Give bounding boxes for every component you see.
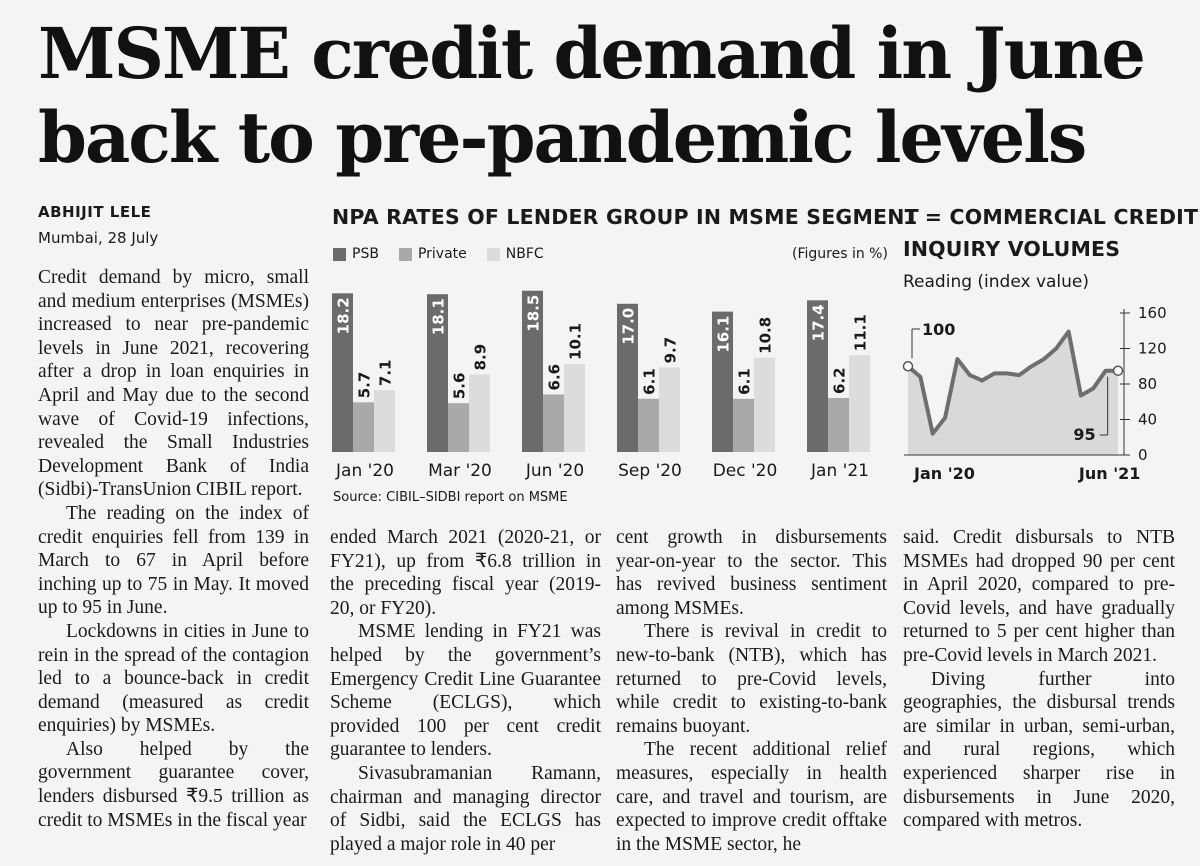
bar-value-label: 11.1 bbox=[851, 314, 870, 352]
paragraph: Sivasubramanian Ramann, chairman and managing director of Sidbi, said the ECLGS has played a major role in 40 per bbox=[330, 762, 601, 855]
x-tick-label: Jan '20 bbox=[336, 461, 394, 481]
bar-value-label: 18.5 bbox=[524, 294, 543, 332]
legend-label-private: Private bbox=[417, 246, 467, 262]
legend-swatch-psb bbox=[333, 248, 346, 261]
headline-line-2: back to pre-pandemic levels bbox=[38, 96, 1086, 179]
legend-label-nbfc: NBFC bbox=[505, 246, 544, 262]
npa-bar-chart bbox=[328, 272, 888, 502]
bar-private bbox=[353, 402, 374, 452]
headline-line-1: MSME credit demand in June bbox=[38, 12, 1144, 95]
bar-nbfc bbox=[849, 355, 870, 452]
x-tick-label: Jan '20 bbox=[914, 464, 975, 483]
x-tick-label: Sep '20 bbox=[618, 461, 682, 481]
inquiry-volume-chart bbox=[900, 295, 1175, 495]
article-column-4 bbox=[903, 526, 1175, 833]
y-tick-label: 80 bbox=[1138, 375, 1158, 393]
bar-value-label: 18.1 bbox=[429, 298, 448, 336]
paragraph: The recent additional relief measures, especially in health care, and travel and tourism, are expected to improve credit offtake in the MSME sector, he bbox=[616, 739, 887, 855]
paragraph: Lockdowns in cities in June to rein in the spread of the contagion led to a bounce-back in credit demand (measured as credit enquiries) by MSMEs. bbox=[38, 620, 309, 737]
area-chart-title-line-1: 1 = COMMERCIAL CREDIT bbox=[903, 205, 1199, 229]
paragraph: The reading on the index of credit enquiries fell from 139 in March to 67 in April before inching up to 75 in May. It moved up to 95 in June. bbox=[38, 502, 309, 619]
bar-value-label: 10.8 bbox=[756, 316, 775, 354]
y-tick-label: 160 bbox=[1138, 304, 1167, 322]
bar-private bbox=[543, 394, 564, 452]
bar-value-label: 5.6 bbox=[450, 372, 469, 400]
x-tick-label: Jun '21 bbox=[1078, 464, 1141, 483]
area-chart-ylabel: Reading (index value) bbox=[903, 272, 1090, 292]
bar-chart-title: NPA RATES OF LENDER GROUP IN MSME SEGMENT bbox=[332, 205, 919, 229]
bar-value-label: 7.1 bbox=[376, 359, 395, 387]
bar-value-label: 17.0 bbox=[619, 307, 638, 345]
bar-private bbox=[448, 403, 469, 452]
paragraph: Also helped by the government guarantee cover, lenders disbursed ₹9.5 trillion as credit to MSMEs in the fiscal year bbox=[38, 738, 309, 831]
paragraph: Credit demand by micro, small and medium enterprises (MSMEs) increased to near pre-pandemic levels in June 2021, recovering after a drop in loan enquiries in April and May due to the second wave of Covid-19 infections, revealed the Small Industries Development Bank of India (Sidbi)-TransUnion CIBIL report. bbox=[38, 267, 309, 501]
x-tick-label: Jan '21 bbox=[811, 461, 869, 481]
bar-value-label: 8.9 bbox=[471, 343, 490, 371]
bar-nbfc bbox=[469, 374, 490, 452]
bar-value-label: 6.1 bbox=[735, 368, 754, 395]
bar-chart-legend bbox=[333, 246, 544, 262]
bar-value-label: 5.7 bbox=[355, 371, 374, 399]
legend-swatch-private bbox=[399, 248, 412, 261]
byline bbox=[38, 203, 158, 247]
dateline: Mumbai, 28 July bbox=[38, 229, 159, 247]
bar-value-label: 6.6 bbox=[545, 363, 564, 391]
paragraph: cent growth in disbursements year-on-year to the sector. This has revived business sentiment among MSMEs. bbox=[616, 527, 887, 619]
bar-nbfc bbox=[754, 358, 775, 452]
line-end-marker bbox=[904, 362, 913, 371]
paragraph: MSME lending in FY21 was helped by the government’s Emergency Credit Line Guarantee Scheme (ECLGS), which provided 100 per cent credit guarantee to lenders. bbox=[330, 621, 601, 761]
headline bbox=[38, 12, 1178, 180]
bar-nbfc bbox=[374, 390, 395, 452]
paragraph: Diving further into geographies, the disbursal trends are similar in urban, semi-urban, and rural regions, which experienced sharper rise in disbursements in June 2020, compared with metros. bbox=[903, 668, 1175, 832]
x-tick-label: Jun '20 bbox=[525, 461, 585, 481]
line-end-marker bbox=[1114, 366, 1123, 375]
bar-value-label: 6.2 bbox=[830, 367, 849, 394]
annotation-label: 95 bbox=[1073, 425, 1096, 444]
bar-private bbox=[733, 399, 754, 452]
legend-label-psb: PSB bbox=[352, 246, 379, 262]
bar-nbfc bbox=[659, 367, 680, 452]
y-tick-label: 0 bbox=[1138, 446, 1148, 464]
bar-value-label: 9.7 bbox=[661, 336, 680, 364]
paragraph: ended March 2021 (2020-21, or FY21), up from ₹6.8 trillion in the preceding fiscal year (2019-20, or FY20). bbox=[330, 527, 601, 619]
y-tick-label: 120 bbox=[1138, 339, 1167, 358]
x-tick-label: Mar '20 bbox=[428, 461, 492, 481]
bar-private bbox=[638, 399, 659, 452]
article-column-3 bbox=[616, 526, 887, 856]
x-tick-label: Dec '20 bbox=[712, 461, 778, 481]
bar-value-label: 10.1 bbox=[566, 322, 585, 360]
annotation-label: 100 bbox=[922, 320, 956, 339]
author-name: ABHIJIT LELE bbox=[38, 203, 152, 221]
bar-value-label: 6.1 bbox=[640, 368, 659, 395]
article-column-2 bbox=[330, 526, 601, 856]
bar-value-label: 17.4 bbox=[809, 304, 828, 342]
bar-nbfc bbox=[564, 364, 585, 452]
bar-chart-unit-note: (Figures in %) bbox=[792, 246, 888, 262]
area-chart-title-line-2: INQUIRY VOLUMES bbox=[903, 237, 1121, 261]
legend-swatch-nbfc bbox=[487, 248, 500, 261]
paragraph: There is revival in credit to new-to-bank (NTB), which has returned to pre-Covid levels, while credit to existing-to-bank remains buoyant. bbox=[616, 621, 887, 737]
bar-private bbox=[828, 398, 849, 452]
bar-value-label: 18.2 bbox=[334, 297, 353, 335]
bar-value-label: 16.1 bbox=[714, 315, 733, 353]
article-column-1 bbox=[38, 266, 309, 832]
y-tick-label: 40 bbox=[1138, 410, 1158, 429]
bar-chart-source: Source: CIBIL–SIDBI report on MSME bbox=[333, 490, 568, 505]
paragraph: said. Credit disbursals to NTB MSMEs had dropped 90 per cent in April 2020, compared to pre-Covid levels, and have gradually returned to 5 per cent higher than pre-Covid levels in March 2021. bbox=[903, 527, 1175, 666]
